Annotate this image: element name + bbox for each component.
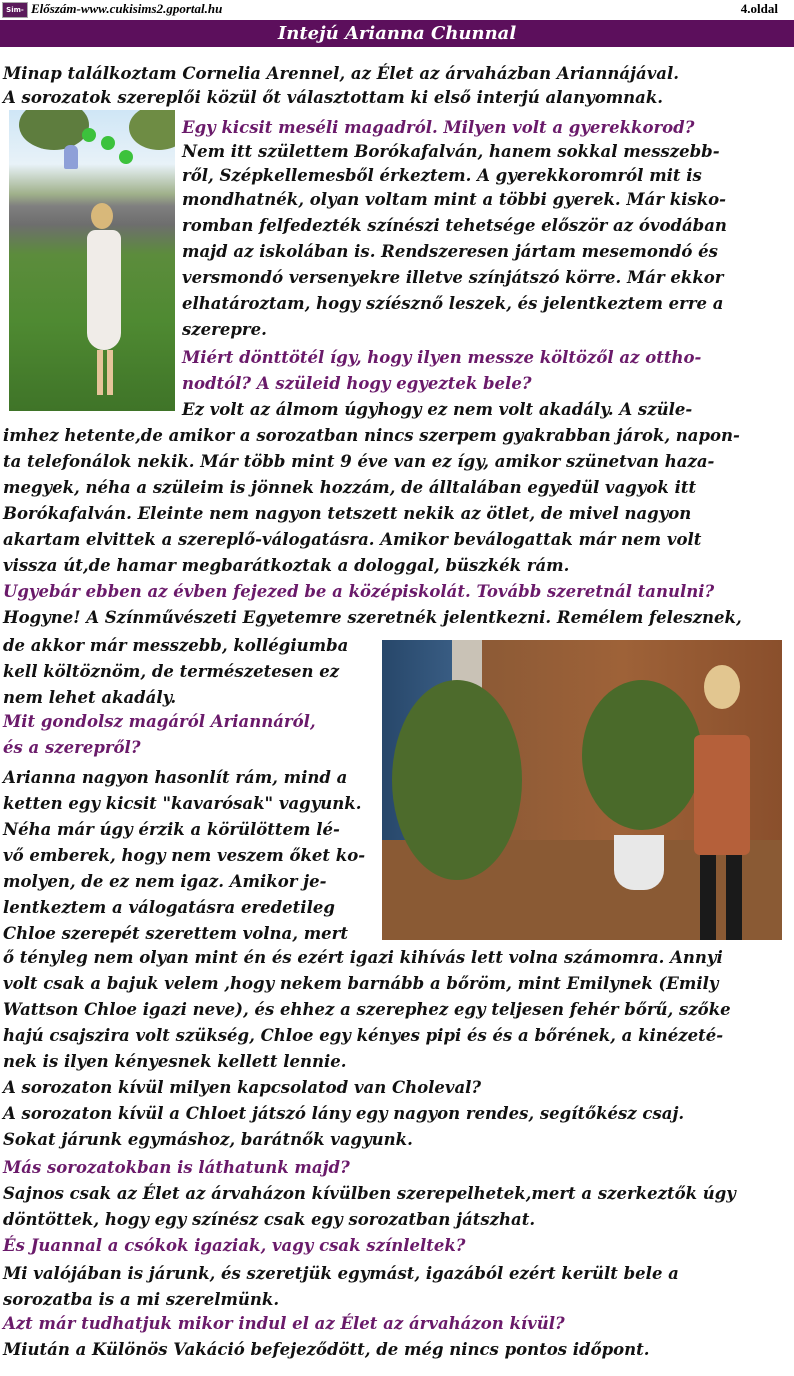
body-line: elhatároztam, hogy szíésznő leszek, és jelentkeztem erre a xyxy=(182,294,724,313)
body-line: nem lehet akadály. xyxy=(3,688,177,707)
body-line: ta telefonálok nekik. Már több mint 9 éve van ez így, amikor szünetvan haza- xyxy=(3,452,715,471)
site-url: Előszám-www.cukisims2.gportal.hu xyxy=(31,1,223,16)
body-line: A sorozaton kívül a Chloet játszó lány egy nagyon rendes, segítőkész csaj. xyxy=(3,1104,685,1123)
page-number: 4.oldal xyxy=(740,1,778,16)
body-line: imhez hetente,de amikor a sorozatban nincs szerpem gyakrabban járok, napon- xyxy=(3,426,740,445)
body-line: molyen, de ez nem igaz. Amikor je- xyxy=(3,872,327,891)
body-line: Hogyne! A Színművészeti Egyetemre szeretnék jelentkezni. Remélem felesznek, xyxy=(3,608,742,627)
body-line: A sorozaton kívül milyen kapcsolatod van Choleval? xyxy=(3,1078,482,1097)
body-line: Ez volt az álmom úgyhogy ez nem volt akadály. A szüle- xyxy=(182,400,693,419)
question-line: nodtól? A szüleid hogy egyeztek bele? xyxy=(182,374,532,393)
body-line: vissza út,de hamar megbarátkoztak a dologgal, büszkék rám. xyxy=(3,556,570,575)
question-line: Ugyebár ebben az évben fejezed be a középiskolát. Tovább szeretnál tanulni? xyxy=(3,582,715,601)
body-line: ő tényleg nem olyan mint én és ezért igazi kihívás lett volna számomra. Annyi xyxy=(3,948,723,967)
body-line: Chloe szerepét szerettem volna, mert xyxy=(3,924,348,943)
question-line: Azt már tudhatjuk mikor indul el az Élet az árvaházon kívül? xyxy=(3,1314,565,1333)
body-line: majd az iskolában is. Rendszeresen jártam mesemondó és xyxy=(182,242,718,261)
body-line: ről, Szépkellemesből érkeztem. A gyerekkoromról mit is xyxy=(182,166,702,185)
question-line: Mit gondolsz magáról Ariannáról, xyxy=(3,712,316,731)
body-line: mondhatnék, olyan voltam mint a többi gyerek. Már kisko- xyxy=(182,190,727,209)
body-line: Néha már úgy érzik a körülöttem lé- xyxy=(3,820,340,839)
body-line: Sajnos csak az Élet az árvaházon kívülben szerepelhetek,mert a szerkeztők úgy xyxy=(3,1184,736,1203)
body-line: de akkor már messzebb, kollégiumba xyxy=(3,636,349,655)
body-line: A sorozatok szereplői közül őt választottam ki első interjú alanyomnak. xyxy=(3,88,664,107)
body-line: Minap találkoztam Cornelia Arennel, az Élet az árvaházban Ariannájával. xyxy=(3,64,680,83)
question-line: Miért dönttötél így, hogy ilyen messze költözől az ottho- xyxy=(182,348,702,367)
article-title: Intejú Arianna Chunnal xyxy=(0,20,794,47)
body-line: akartam elvittek a szereplő-válogatásra. Amikor beválogattak már nem volt xyxy=(3,530,702,549)
body-line: vő emberek, hogy nem veszem őket ko- xyxy=(3,846,366,865)
body-line: Miután a Különös Vakáció befejeződött, de még nincs pontos időpont. xyxy=(3,1340,650,1359)
body-line: versmondó versenyekre illetve színjátszó körre. Már ekkor xyxy=(182,268,724,287)
body-line: Borókafalván. Eleinte nem nagyon tetszett nekik az ötlet, de mivel nagyon xyxy=(3,504,692,523)
body-line: hajú csajszira volt szükség, Chloe egy kényes pipi és és a bőrének, a kinézeté- xyxy=(3,1026,724,1045)
question-line: Egy kicsit meséli magadról. Milyen volt a gyerekkorod? xyxy=(182,118,695,137)
question-line: És Juannal a csókok igaziak, vagy csak színleltek? xyxy=(3,1236,466,1255)
body-line: nek is ilyen kényesnek kellett lennie. xyxy=(3,1052,347,1071)
body-line: Wattson Chloe igazi neve), és ehhez a szerephez egy teljesen fehér bőrű, szőke xyxy=(3,1000,731,1019)
body-line: kell költöznöm, de természetesen ez xyxy=(3,662,340,681)
body-line: ketten egy kicsit "kavarósak" vagyunk. xyxy=(3,794,362,813)
question-line: és a szerepről? xyxy=(3,738,141,757)
body-line: sorozatba is a mi szerelmünk. xyxy=(3,1290,280,1309)
body-line: romban felfedezték színészi tehetsége először az óvodában xyxy=(182,216,727,235)
body-line: lentkeztem a válogatásra eredetileg xyxy=(3,898,335,917)
body-line: Nem itt születtem Borókafalván, hanem sokkal messzebb- xyxy=(182,142,720,161)
body-line: Arianna nagyon hasonlít rám, mind a xyxy=(3,768,348,787)
body-line: megyek, néha a szüleim is jönnek hozzám, de álltalában egyedül vagyok itt xyxy=(3,478,697,497)
body-line: döntöttek, hogy egy színész csak egy sorozatban játszhat. xyxy=(3,1210,536,1229)
body-line: Mi valójában is járunk, és szeretjük egymást, igazából ezért került bele a xyxy=(3,1264,679,1283)
site-logo: Sim- xyxy=(2,2,28,18)
body-line: volt csak a bajuk velem ,hogy nekem barnább a bőröm, mint Emilynek (Emily xyxy=(3,974,719,993)
body-line: Sokat járunk egymáshoz, barátnők vagyunk. xyxy=(3,1130,413,1149)
body-line: szerepre. xyxy=(182,320,267,339)
question-line: Más sorozatokban is láthatunk majd? xyxy=(3,1158,350,1177)
